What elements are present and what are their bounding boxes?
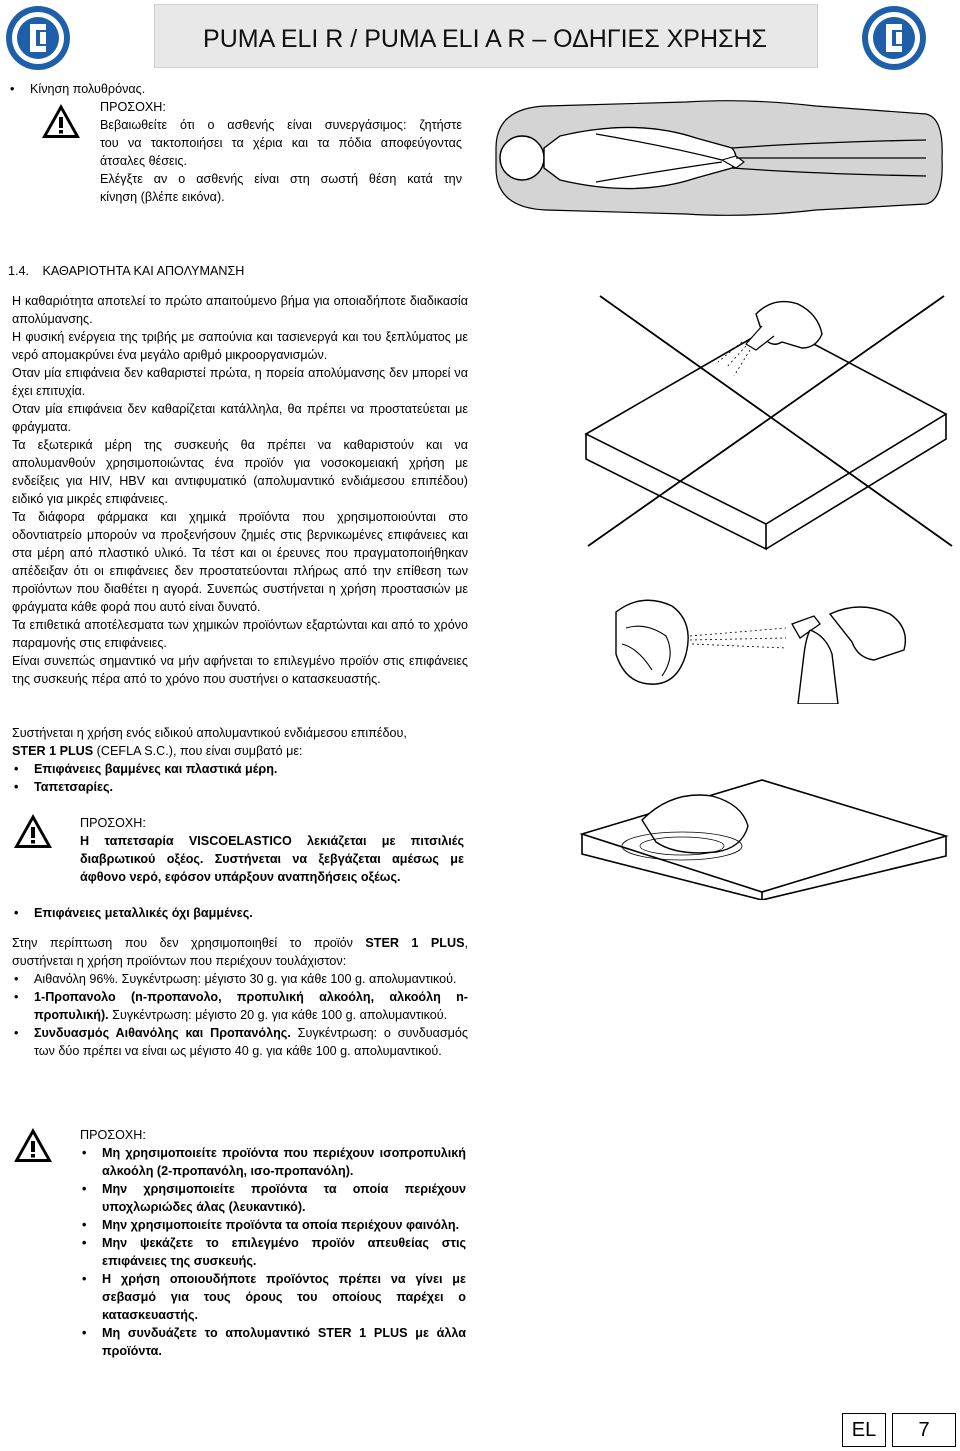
restriction-item: • Μη συνδυάζετε το απολυμαντικό STER 1 PLUS με άλλα προϊόντα. [80, 1324, 466, 1360]
language-code: EL [851, 1419, 877, 1441]
paragraph: Οταν μία επιφάνεια δεν καθαριστεί πρώτα, η πορεία απολύμανσης δεν μπορεί να έχει επιτυχία. [12, 366, 468, 398]
alcohol-item: • 1-Προπανολο (n-προπανολο, προπυλική αλκοόλη, αλκοόλη n-προπυλική). Συγκέντρωση: μέγιστο 20 g. για κάθε 100 g. απολυμαντικού. [12, 988, 468, 1024]
patient-position-illustration [486, 78, 950, 238]
metal-surfaces-section: • Επιφάνειες μεταλλικές όχι βαμμένες. Στην περίπτωση που δεν χρησιμοποιηθεί το προϊόν STER 1 PLUS, συστήνεται η χρήση προϊόντων που περιέχουν τουλάχιστον: • Αιθανόλη 96%. Συγκέντρωση: μέγιστο 30 g. για κάθε 100 g. απολυμαντικού. • 1-Προπανολο (n-προπανολο, προπυλική αλκοόλη, αλκοόλη n-προπυλική). Συγκέντρωση: μέγιστο 20 g. για κάθε 100 g. απολυμαντικού. • Συνδυασμός Αιθανόλης και Προπανόλης. Συγκέντρωση: ο συνδυασμός των δύο πρέπει να είναι ως μέγιστο 40 g. για κάθε 100 g. απολυμαντικού. [12, 904, 468, 1060]
warning-line: Βεβαιωθείτε ότι ο ασθενής είναι συνεργάσιμος: ζητήστε [100, 118, 462, 132]
paragraph: Τα εξωτερικά μέρη της συσκευής θα πρέπει να καθαριστούν και να απολυμανθούν χρησιμοποιώντας ένα προϊόν για νοσοκομειακή χρήση με ενδείξεις για HIV, HBV και αντιφυματικό (απολυμαντικό ενδιάμεσου επιπέδου) ειδικό για μικρές επιφάνειες. [12, 438, 468, 506]
warning-line: άφθονο νερό, εφόσον υπάρξουν αναπηδήσεις οξέως. [80, 870, 401, 884]
warning-title: ΠΡΟΣΟΧΗ: [100, 100, 166, 114]
ster-brand-name: STER 1 PLUS [12, 744, 94, 758]
warning-line: διαβρωτικού οξέος. Συστήνεται να ξεβγάζεται αμέσως με [80, 852, 464, 866]
section-number: 1.4. [8, 264, 30, 278]
alcohol-item: • Αιθανόλη 96%. Συγκέντρωση: μέγιστο 30 g. για κάθε 100 g. απολυμαντικού. [12, 970, 468, 988]
warning-icon [40, 102, 82, 140]
header-bar [154, 4, 818, 68]
cleaning-paragraphs [12, 292, 468, 688]
page-number-box [892, 1413, 956, 1447]
page-number: 7 [918, 1419, 930, 1441]
metal-surfaces-bullet: • Επιφάνειες μεταλλικές όχι βαμμένες. [12, 904, 468, 922]
cefla-logo-left [4, 4, 72, 72]
ster-recommendation: Συστήνεται η χρήση ενός ειδικού απολυμαντικού ενδιάμεσου επιπέδου, STER 1 PLUS (CEFLA S.C.), που είναι συμβατό με: • Επιφάνειες βαμμένες και πλαστικά μέρη. • Ταπετσαρίες. [12, 724, 468, 796]
wiping-surface-illustration [572, 770, 956, 900]
paragraph: Η καθαριότητα αποτελεί το πρώτο απαιτούμενο βήμα για οποιαδήποτε διαδικασία απολύμανσης. [12, 294, 468, 326]
warning-line: Η ταπετσαρία VISCOELASTICO λεκιάζεται με πιτσιλιές [80, 834, 464, 848]
language-box [842, 1413, 886, 1447]
chair-movement-bullet: • Κίνηση πολυθρόνας. [8, 80, 490, 98]
product-restrictions-warning: ΠΡΟΣΟΧΗ: • Μη χρησιμοποιείτε προϊόντα που περιέχουν ισοπροπυλική αλκοόλη (2-προπανόλη, ισο-προπανόλη). • Μην χρησιμοποιείτε προϊόντα τα οποία περιέχουν υποχλωριώδες άλας (λευκαντικό). • Μην χρησιμοποιείτε προϊόντα τα οποία περιέχουν φαινόλη. • Μην ψεκάζετε το επιλεγμένο προϊόν απευθείας στις επιφάνειες της συσκευής. • Η χρήση οποιουδήποτε προϊόντος πρέπει να γίνει με σεβασμό για τους όρους του οποίους παρέχει ο κατασκευαστής. • Μη συνδυάζετε το απολυμαντικό STER 1 PLUS με άλλα προϊόντα. [80, 1126, 466, 1360]
section-title: ΚΑΘΑΡΙΟΤΗΤΑ ΚΑΙ ΑΠΟΛΥΜΑΝΣΗ [42, 264, 245, 278]
warning-icon [12, 1126, 54, 1164]
restriction-item: • Μη χρησιμοποιείτε προϊόντα που περιέχουν ισοπροπυλική αλκοόλη (2-προπανόλη, ισο-προπανόλη). [80, 1144, 466, 1180]
viscoelastico-warning: ΠΡΟΣΟΧΗ: Η ταπετσαρία VISCOELASTICO λεκιάζεται με πιτσιλιές διαβρωτικού οξέος. Συστήνεται να ξεβγάζεται αμέσως με άφθονο νερό, εφόσον υπάρξουν αναπηδήσεις οξέως. [80, 816, 464, 884]
section-heading [8, 262, 244, 280]
no-spray-illustration [566, 284, 956, 554]
warning-line: κίνηση (βλέπε εικόνα). [100, 190, 225, 204]
warning-icon [12, 812, 54, 850]
restriction-item: • Μην χρησιμοποιείτε προϊόντα τα οποία περιέχουν υποχλωριώδες άλας (λευκαντικό). [80, 1180, 466, 1216]
intro-warning [100, 98, 462, 206]
paragraph: Είναι συνεπώς σημαντικό να μήν αφήνεται το επιλεγμένο προϊόν στις επιφάνειες της συσκευής πέρα από το χρόνο που συστήνει ο κατασκευαστής. [12, 654, 468, 686]
spray-on-cloth-illustration [596, 584, 952, 704]
compatible-surface-item: • Επιφάνειες βαμμένες και πλαστικά μέρη. [12, 760, 468, 778]
cefla-logo-right [860, 4, 928, 72]
paragraph: Οταν μία επιφάνεια δεν καθαρίζεται κατάλληλα, θα πρέπει να προστατεύεται με φράγματα. [12, 402, 468, 434]
page-title: PUMA ELI R / PUMA ELI A R – ΟΔΗΓΙΕΣ ΧΡΗΣΗΣ [203, 25, 767, 53]
compatible-surface-item: • Ταπετσαρίες. [12, 778, 468, 796]
paragraph: Η φυσική ενέργεια της τριβής με σαπούνια και τασιενεργά και του ξεπλύματος με νερό απομακρύνει ένα μεγάλο αριθμό μικροοργανισμών. [12, 330, 468, 362]
warning-line: του να τακτοποιήσει τα χέρια και τα πόδια αποφεύγοντας [100, 136, 462, 150]
restriction-item: • Μην ψεκάζετε το επιλεγμένο προϊόν απευθείας στις επιφάνειες της συσκευής. [80, 1234, 466, 1270]
paragraph: Τα διάφορα φάρμακα και χημικά προϊόντα που χρησιμοποιούνται στο οδοντιατρείο μπορούν να προξενήσουν ζημιές στις βερνικωμένες επιφάνειες και στα μέρη από πλαστικό υλικό. Τα τέστ και οι έρευνες που πραγματοποιήθηκαν απέδειξαν ότι οι επιφάνειες δεν προστατεύονται πλήρως από την επίθεση των προϊόντων που διαθέτει η αγορά. Συνεπώς συστήνεται η χρήση προστασιών με φράγματα κάθε φορά που αυτό είναι δυνατό. [12, 510, 468, 614]
restriction-item: • Μην χρησιμοποιείτε προϊόντα τα οποία περιέχουν φαινόλη. [80, 1216, 466, 1234]
alcohol-item: • Συνδυασμός Αιθανόλης και Προπανόλης. Συγκέντρωση: ο συνδυασμός των δύο πρέπει να είναι ως μέγιστο 40 g. για κάθε 100 g. απολυμαντικού. [12, 1024, 468, 1060]
paragraph: Τα επιθετικά αποτέλεσματα των χημικών προϊόντων εξαρτώνται και από το χρόνο παραμονής στις επιφάνειες. [12, 618, 468, 650]
warning-line: άτσαλες θέσεις. [100, 154, 187, 168]
restriction-item: • Η χρήση οποιουδήποτε προϊόντος πρέπει να γίνει με σεβασμό για τους όρους του οποίους παρέχει ο κατασκευαστής. [80, 1270, 466, 1324]
warning-line: Ελέγξτε αν ο ασθενής είναι στη σωστή θέση κατά την [100, 172, 462, 186]
